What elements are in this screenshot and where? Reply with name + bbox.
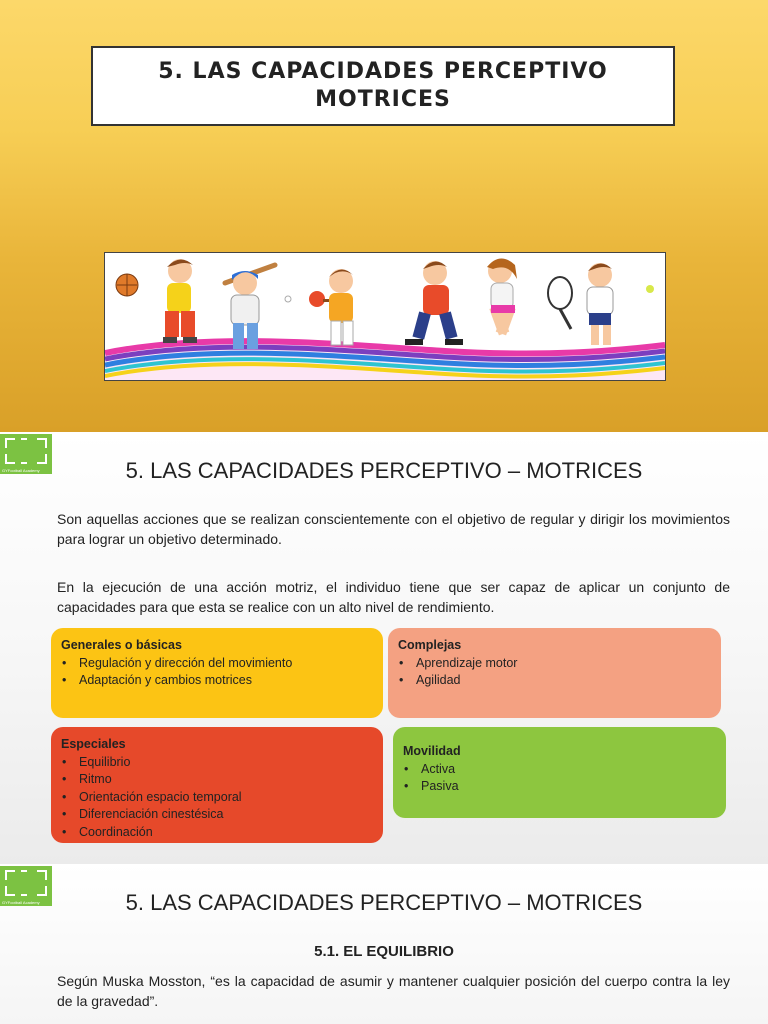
list-item: • Adaptación y cambios motrices xyxy=(61,672,373,690)
definition-paragraph: Son aquellas acciones que se realizan conscientemente con el objetivo de regular y dirigir los movimientos para lograr un objetivo determinado. xyxy=(57,511,730,547)
list-item: • Activa xyxy=(403,761,716,779)
slide-2-title: 5. LAS CAPACIDADES PERCEPTIVO – MOTRICES xyxy=(125,458,643,483)
slide-3-title: 5. LAS CAPACIDADES PERCEPTIVO – MOTRICES xyxy=(125,890,643,915)
card-generales xyxy=(51,628,383,718)
slide-1-title-line1: 5. LAS CAPACIDADES PERCEPTIVO xyxy=(158,59,608,84)
slide-1 xyxy=(0,0,768,432)
tennis-kid-figure xyxy=(548,263,654,345)
slide-2 xyxy=(0,432,768,864)
sports-kids-banner xyxy=(104,252,666,381)
list-item: • Pasiva xyxy=(403,778,716,796)
list-item: • Ritmo xyxy=(61,771,373,789)
card-complejas-list xyxy=(398,655,711,690)
card-especiales-list xyxy=(61,754,373,842)
equilibrio-subheading: 5.1. EL EQUILIBRIO xyxy=(314,943,454,960)
list-item: • Agilidad xyxy=(398,672,711,690)
equilibrio-definition: Según Muska Mosston, “es la capacidad de asumir y mantener cualquier posición del cuerpo contra la ley de la gravedad”. xyxy=(57,973,730,1009)
execution-paragraph: En la ejecución de una acción motriz, el individuo tiene que ser capaz de aplicar un conjunto de capacidades para que esta se realice con un alto nivel de rendimiento. xyxy=(57,579,730,615)
academy-logo-text: GYFootball Academy xyxy=(2,468,40,473)
sports-kids-illustration xyxy=(105,253,665,380)
skater-kid-figure xyxy=(405,261,463,345)
card-especiales-title: Especiales xyxy=(61,737,126,751)
card-movilidad xyxy=(393,727,726,818)
list-item: • Orientación espacio temporal xyxy=(61,789,373,807)
card-complejas xyxy=(388,628,721,718)
runner-girl-figure xyxy=(487,258,517,335)
list-item: • Diferenciación cinestésica xyxy=(61,806,373,824)
baseball-kid-figure xyxy=(225,265,291,349)
card-complejas-title: Complejas xyxy=(398,638,462,652)
list-item: • Coordinación xyxy=(61,824,373,842)
slide-3 xyxy=(0,864,768,1024)
slide-1-title xyxy=(158,58,608,114)
list-item: • Aprendizaje motor xyxy=(398,655,711,673)
card-movilidad-title: Movilidad xyxy=(403,744,461,758)
card-generales-list xyxy=(61,655,373,690)
academy-logo-text: GYFootball Academy xyxy=(2,900,40,905)
card-generales-title: Generales o básicas xyxy=(61,638,182,652)
slide-1-title-box xyxy=(91,46,675,126)
card-especiales xyxy=(51,727,383,843)
card-movilidad-list xyxy=(403,761,716,796)
list-item: • Equilibrio xyxy=(61,754,373,772)
basketball-kid-figure xyxy=(116,259,197,343)
list-item: • Regulación y dirección del movimiento xyxy=(61,655,373,673)
slide-1-title-line2: MOTRICES xyxy=(315,87,451,112)
table-tennis-kid-figure xyxy=(309,269,353,345)
